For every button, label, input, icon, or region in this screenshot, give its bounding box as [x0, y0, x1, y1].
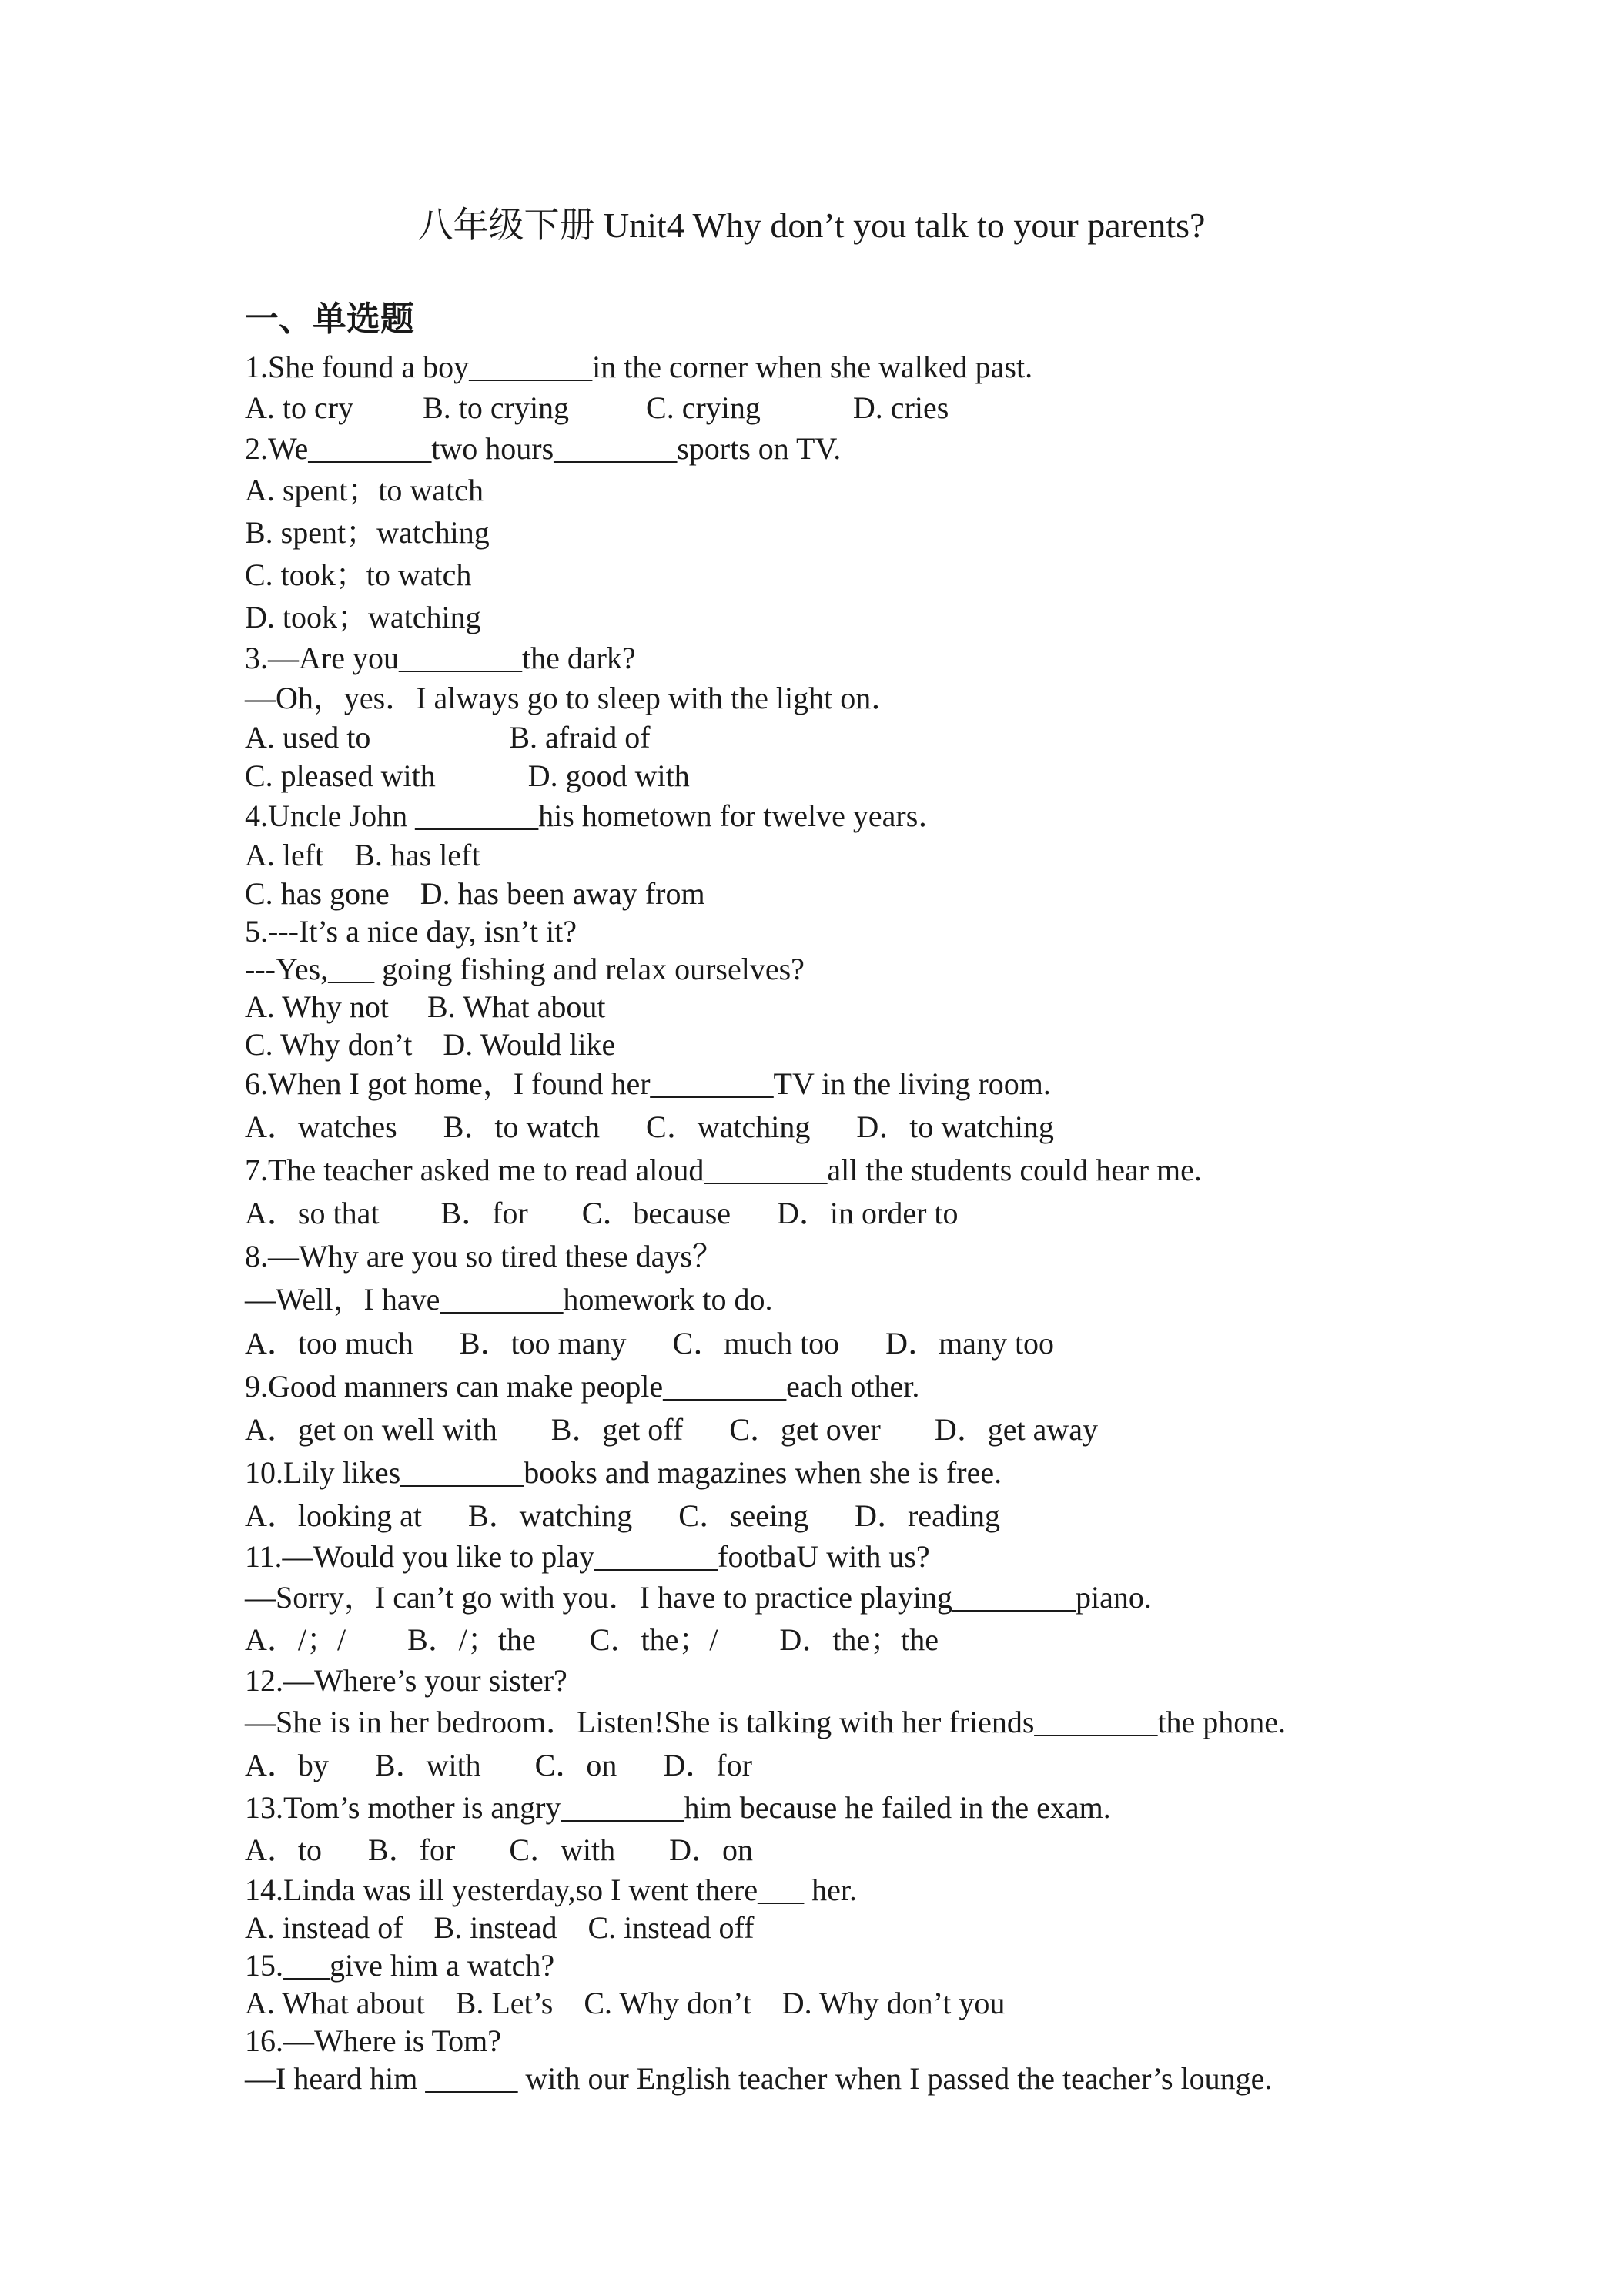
section-heading: 一、单选题 [245, 300, 414, 339]
question-12-options: A．by B．with C．on D．for [245, 1748, 752, 1782]
question-11-text: 11.—Would you like to play________footbaU with us? [245, 1539, 930, 1574]
question-3-options-ab: A. used to B. afraid of [245, 720, 651, 755]
question-8-reply: —Well，I have________homework to do. [245, 1282, 773, 1317]
question-12-text: 12.—Where’s your sister? [245, 1663, 567, 1698]
question-3-options-cd: C. pleased with D. good with [245, 758, 690, 793]
question-7-text: 7.The teacher asked me to read aloud________all the students could hear me. [245, 1153, 1202, 1187]
question-2-option-b: B. spent；watching [245, 515, 490, 550]
question-9-options: A．get on well with B．get off C．get over D．get away [245, 1412, 1098, 1447]
question-10-text: 10.Lily likes________books and magazines when she is free. [245, 1455, 1002, 1490]
question-13-options: A．to B．for C．with D．on [245, 1832, 753, 1867]
question-1-options: A. to cry B. to crying C. crying D. cries [245, 390, 949, 425]
question-5-options-ab: A. Why not B. What about [245, 989, 606, 1024]
question-4-options-cd: C. has gone D. has been away from [245, 876, 705, 911]
question-6-text: 6.When I got home，I found her________TV in the living room. [245, 1066, 1051, 1101]
question-8-text: 8.—Why are you so tired these days？ [245, 1239, 723, 1274]
question-5-options-cd: C. Why don’t D. Would like [245, 1027, 616, 1062]
question-7-options: A．so that B．for C．because D．in order to [245, 1196, 959, 1230]
question-3-reply: —Oh，yes．I always go to sleep with the light on． [245, 681, 902, 715]
question-14-options: A. instead of B. instead C. instead off [245, 1910, 755, 1945]
question-12-reply: —She is in her bedroom．Listen!She is talking with her friends________the phone. [245, 1705, 1287, 1739]
question-4-text: 4.Uncle John ________his hometown for twelve years． [245, 798, 949, 833]
question-5-reply: ---Yes,___ going fishing and relax ourselves? [245, 952, 805, 986]
question-8-options: A．too much B．too many C．much too D．many too [245, 1326, 1055, 1361]
question-6-options: A．watches B．to watch C．watching D．to watching [245, 1110, 1054, 1144]
question-10-options: A．looking at B．watching C．seeing D．reading [245, 1498, 1000, 1533]
question-16-reply: —I heard him ______ with our English teacher when I passed the teacher’s lounge. [245, 2061, 1273, 2096]
question-13-text: 13.Tom’s mother is angry________him because he failed in the exam. [245, 1790, 1111, 1825]
question-2-option-d: D. took；watching [245, 600, 481, 634]
question-1-text: 1.She found a boy________in the corner when she walked past. [245, 350, 1033, 384]
question-16-text: 16.—Where is Tom? [245, 2023, 502, 2058]
question-11-reply: —Sorry，I can’t go with you．I have to practice playing________piano. [245, 1580, 1152, 1615]
question-11-options: A．/；/ B．/；the C．the；/ D．the；the [245, 1622, 939, 1657]
question-9-text: 9.Good manners can make people________each other. [245, 1369, 920, 1404]
page-title: 八年级下册 Unit4 Why don’t you talk to your parents? [417, 206, 1206, 245]
question-15-options: A. What about B. Let’s C. Why don’t D. Why don’t you [245, 1986, 1006, 2020]
question-5-text: 5.---It’s a nice day, isn’t it? [245, 914, 577, 949]
question-15-text: 15.___give him a watch? [245, 1948, 555, 1983]
question-14-text: 14.Linda was ill yesterday,so I went there___ her. [245, 1873, 857, 1907]
question-4-options-ab: A. left B. has left [245, 838, 480, 872]
question-2-option-a: A. spent；to watch [245, 473, 484, 507]
question-2-option-c: C. took；to watch [245, 557, 472, 592]
question-3-text: 3.—Are you________the dark? [245, 641, 636, 675]
question-2-text: 2.We________two hours________sports on TV. [245, 431, 842, 466]
